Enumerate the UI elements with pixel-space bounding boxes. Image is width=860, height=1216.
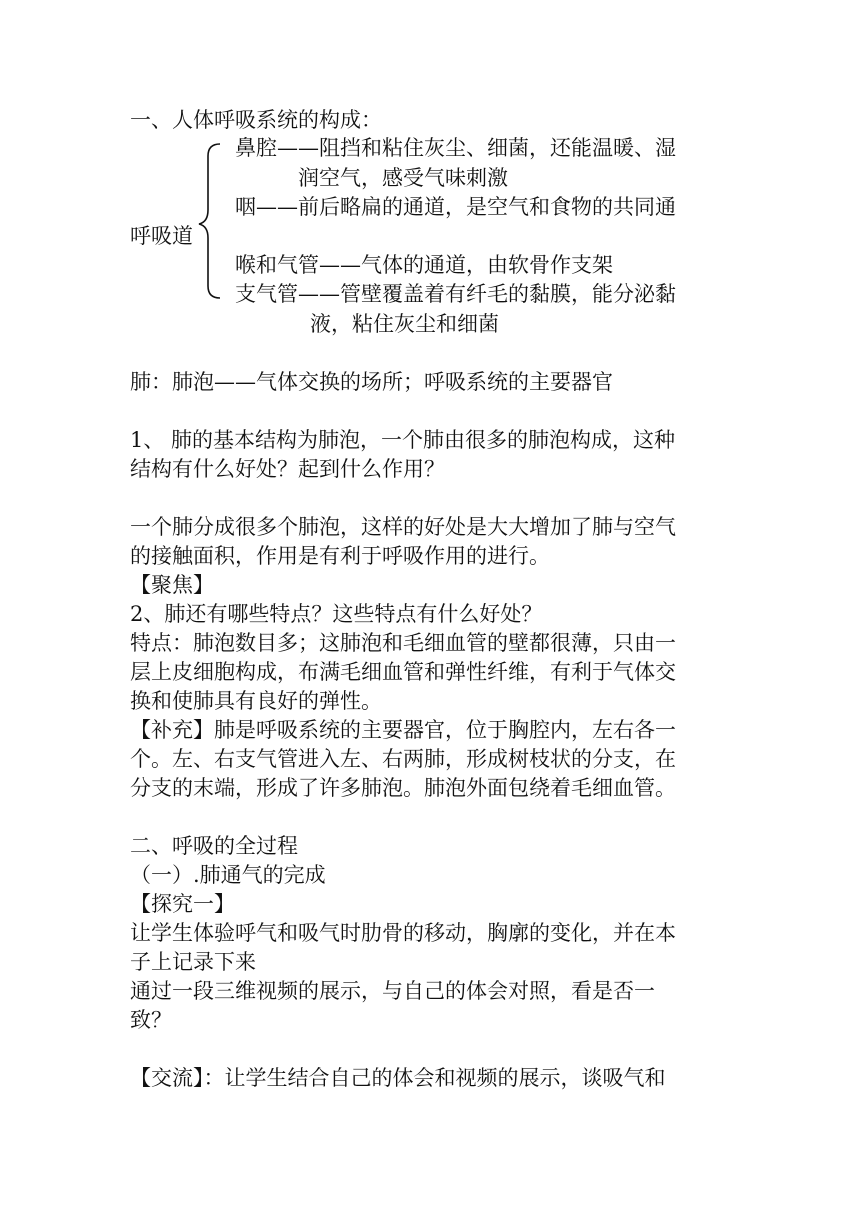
answer-1-line-1: 一个肺分成很多个肺泡，这样的好处是大大增加了肺与空气 (130, 515, 676, 539)
supplement-line-3: 分支的末端，形成了许多肺泡。肺泡外面包绕着毛细血管。 (130, 776, 676, 800)
question-1-line-1: 1、 肺的基本结构为肺泡，一个肺由很多的肺泡构成，这种 (130, 428, 676, 452)
supplement-line-1: 【补充】肺是呼吸系统的主要器官，位于胸腔内，左右各一 (130, 718, 676, 742)
features-line-2: 层上皮细胞构成，布满毛细血管和弹性纤维，有利于气体交 (130, 660, 676, 684)
section1-heading: 一、人体呼吸系统的构成： (130, 108, 382, 132)
features-line-1: 特点：肺泡数目多；这肺泡和毛细血管的壁都很薄，只由一 (130, 631, 676, 655)
question-2: 2、肺还有哪些特点？这些特点有什么好处？ (130, 602, 543, 626)
tree-item-nasal-cavity: 鼻腔——阻挡和粘住灰尘、细菌，还能温暖、湿 (235, 136, 676, 160)
tree-item-larynx-trachea: 喉和气管——气体的通道，由软骨作支架 (235, 253, 613, 277)
tree-item-pharynx: 咽——前后略扁的通道，是空气和食物的共同通 (235, 195, 676, 219)
supplement-line-2: 个。左、右支气管进入左、右两肺，形成树枝状的分支，在 (130, 747, 676, 771)
tree-item-nasal-cavity-cont: 润空气，感受气味刺激 (298, 166, 508, 190)
focus-label: 【聚焦】 (130, 573, 214, 597)
explore-line-1: 让学生体验呼气和吸气时肋骨的移动，胸廓的变化，并在本 (130, 921, 676, 945)
features-line-3: 换和使肺具有良好的弹性。 (130, 689, 382, 713)
section2-subheading: （一）.肺通气的完成 (130, 863, 326, 887)
tree-root-label: 呼吸道 (130, 224, 193, 248)
question-1-line-2: 结构有什么好处？起到什么作用？ (130, 457, 445, 481)
section2-heading: 二、呼吸的全过程 (130, 834, 298, 858)
explore-line-2: 子上记录下来 (130, 950, 256, 974)
answer-1-line-2: 的接触面积，作用是有利于呼吸作用的进行。 (130, 544, 550, 568)
exchange-line: 【交流】：让学生结合自己的体会和视频的展示，谈吸气和 (130, 1066, 666, 1090)
explore-line-4: 致？ (130, 1008, 172, 1032)
explore-label: 【探究一】 (130, 892, 235, 916)
explore-line-3: 通过一段三维视频的展示，与自己的体会对照，看是否一 (130, 979, 655, 1003)
curly-brace-icon (196, 140, 228, 304)
lung-line: 肺：肺泡——气体交换的场所；呼吸系统的主要器官 (130, 370, 613, 394)
tree-item-bronchi-cont: 液，粘住灰尘和细菌 (310, 312, 499, 336)
tree-item-bronchi: 支气管——管壁覆盖着有纤毛的黏膜，能分泌黏 (235, 282, 676, 306)
